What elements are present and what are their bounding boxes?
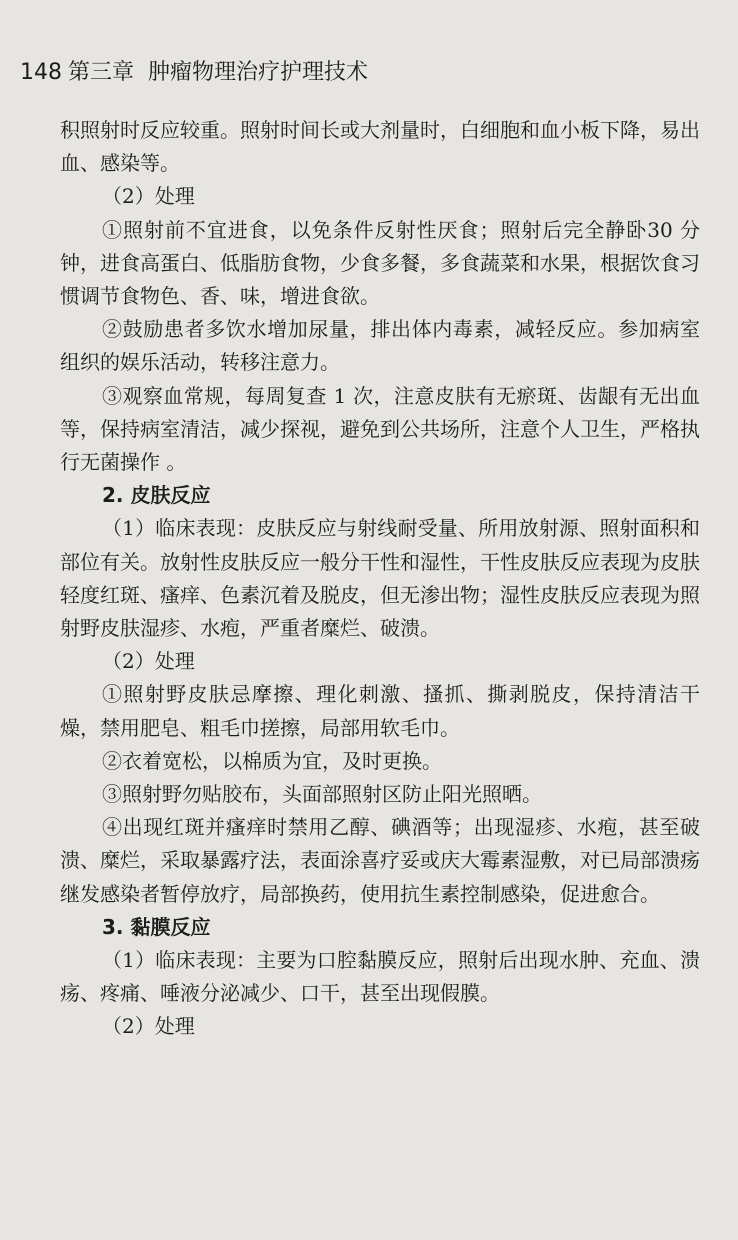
chapter-title: 肿瘤物理治疗护理技术 [148,60,369,85]
paragraph: （1）临床表现：皮肤反应与射线耐受量、所用放射源、照射面积和部位有关。放射性皮肤反应一般分干性和湿性，干性皮肤反应表现为皮肤轻度红斑、瘙痒、色素沉着及脱皮，但无渗出物；湿性皮肤反应表现为照射野皮肤湿疹、水疱，严重者糜烂、破溃。 [60,516,700,641]
running-header [20,58,368,88]
paragraph: ②鼓励患者多饮水增加尿量，排出体内毒素，减轻反应。参加病室组织的娱乐活动，转移注意力。 [60,317,700,375]
section-heading: 3. 黏膜反应 [102,914,211,939]
body-text [60,114,700,1044]
paragraph: （1）临床表现：主要为口腔黏膜反应，照射后出现水肿、充血、溃疡、疼痛、唾液分泌减少、口干，甚至出现假膜。 [60,948,700,1006]
paragraph: ②衣着宽松，以棉质为宜，及时更换。 [102,748,442,773]
section-heading: 2. 皮肤反应 [102,483,211,508]
paragraph: ①照射前不宜进食，以免条件反射性厌食；照射后完全静卧30 分钟，进食高蛋白、低脂肪食物，少食多餐，多食蔬菜和水果，根据饮食习惯调节食物色、香、味，增进食欲。 [60,217,700,309]
paragraph: ③观察血常规，每周复查 1 次，注意皮肤有无瘀斑、齿龈有无出血等，保持病室清洁，减少探视，避免到公共场所，注意个人卫生，严格执行无菌操作 。 [60,383,700,475]
page-number: 148 [20,60,62,85]
paragraph: ①照射野皮肤忌摩擦、理化刺激、搔抓、撕剥脱皮，保持清洁干燥，禁用肥皂、粗毛巾搓擦，局部用软毛巾。 [60,682,700,740]
chapter-label: 第三章 [68,60,135,85]
paragraph: ④出现红斑并瘙痒时禁用乙醇、碘酒等；出现湿疹、水疱，甚至破溃、糜烂，采取暴露疗法，表面涂喜疗妥或庆大霉素湿敷，对已局部溃疡继发感染者暂停放疗，局部换药，使用抗生素控制感染，促进愈合。 [60,815,700,906]
paragraph: ③照射野勿贴胶布，头面部照射区防止阳光照晒。 [102,782,542,807]
paragraph: （2）处理 [102,184,195,209]
paragraph: （2）处理 [102,649,195,674]
paragraph: （2）处理 [102,1014,195,1039]
paragraph: 积照射时反应较重。照射时间长或大剂量时，白细胞和血小板下降，易出血、感染等。 [60,118,700,176]
